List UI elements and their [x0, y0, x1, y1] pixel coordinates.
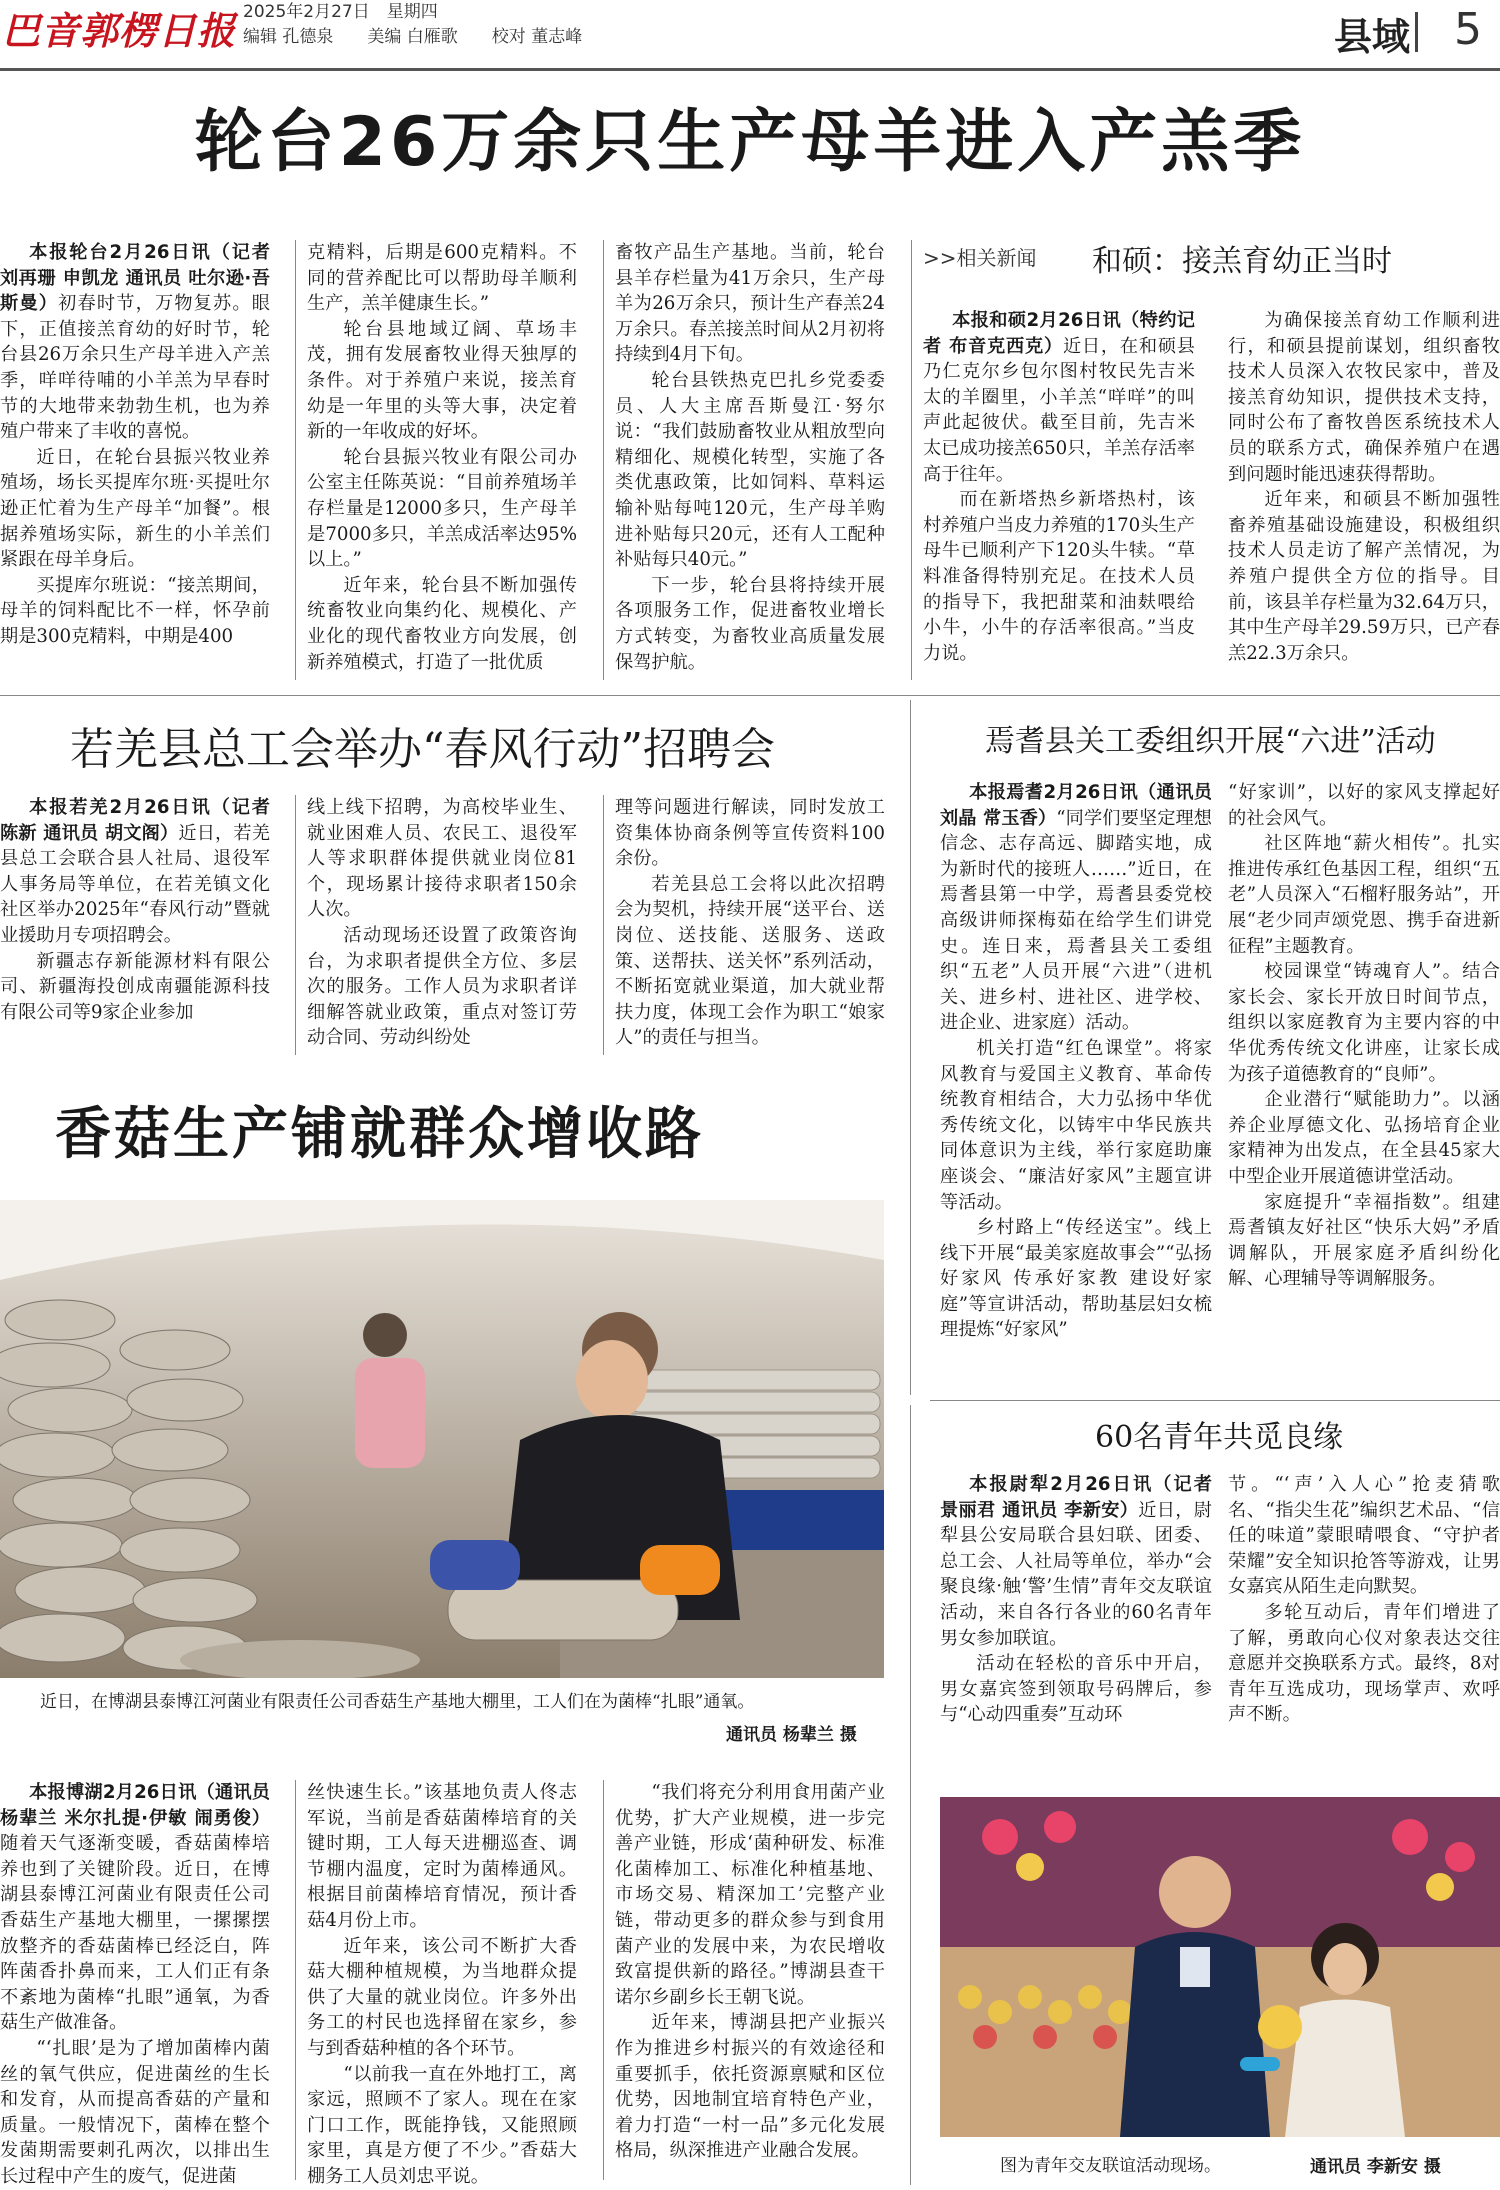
article2-text — [0, 795, 270, 949]
article5-col1-p1: 活动在轻松的音乐中开启，男女嘉宾签到领取号码牌后，参与“心动四重奏”互动环 — [940, 1653, 1212, 1726]
mushroom-greenhouse-photo — [0, 1200, 884, 1678]
related-col1-p1: 而在新塔热乡新塔热村，该村养殖户当皮力养殖的170头生产母牛已顺利产下120头牛犊。“草料准备得特别充足。在技术人员的指导下，我把甜菜和油麸喂给小牛，小牛的存活率很高。”当皮力说。 — [923, 489, 1195, 664]
article2-col3-p0: 理等问题进行解读，同时发放工资集体协商条例等宣传资料100余份。 — [615, 797, 885, 870]
article4-col2-p4: 家庭提升“幸福指数”。组建焉耆镇友好社区“快乐大妈”矛盾调解队，开展家庭矛盾纠纷化解、心理辅导等调解服务。 — [1228, 1191, 1500, 1290]
article4-col2-p0: “好家训”，以好的家风支撑起好的社会风气。 — [1228, 782, 1500, 829]
article5-col1 — [940, 1472, 1212, 1728]
article2-col2-p1: 活动现场还设置了政策咨询台，为求职者提供全方位、多层次的服务。工作人员为求职者详细解答就业政策，重点对签订劳动合同、劳动纠纷处 — [307, 924, 577, 1049]
article1-headline: 轮台26万余只生产母羊进入产羔季 — [194, 103, 1306, 182]
article1-col3-p1: 轮台县铁热克巴扎乡党委委员、人大主席吾斯曼江·努尔说：“我们鼓励畜牧业从粗放型向精细化、规模化转型，实施了各类优惠政策，比如饲料、草料运输补贴每吨120元，生产母羊购进补贴每只20元，还有人工配种补贴每只40元。” — [615, 369, 885, 571]
related-headline: 和硕：接羔育幼正当时 — [1092, 244, 1392, 279]
related-text — [923, 308, 1195, 487]
article1-col1-p1: 近日，在轮台县振兴牧业养殖场，场长买提库尔班·买提吐尔逊正忙着为生产母羊“加餐”。根据养殖场实际，新生的小羊羔们紧跟在母羊身后。 — [0, 446, 270, 571]
article2-col2 — [307, 795, 577, 1051]
article3-col3-p1: 近年来，博湖县把产业振兴作为推进乡村振兴的有效途径和重要抓手，依托资源禀赋和区位优势，因地制宜培育特色产业，着力打造“一村一品”多元化发展格局，纵深推进产业融合发展。 — [615, 2012, 885, 2162]
article5-photo-caption: 图为青年交友联谊活动现场。 — [1000, 2156, 1221, 2176]
article3-photo-caption: 近日，在博湖县泰博江河菌业有限责任公司香菇生产基地大棚里，工人们在为菌棒“扎眼”通氧。 — [40, 1692, 755, 1712]
article2-col1 — [0, 795, 270, 1025]
column-rule — [603, 1780, 604, 2180]
article3-text — [0, 1780, 270, 2036]
article2-lead: 本报若羌2月26日讯（记者 陈新 通讯员 胡文阁） — [0, 797, 270, 844]
related-lead: 本报和硕2月26日讯（特约记者 布音克西克） — [923, 310, 1195, 357]
article4-col1-p2: 乡村路上“传经送宝”。线上线下开展“最美家庭故事会”“弘扬好家风 传承好家教 建设好家庭”等宣讲活动，帮助基层妇女梳理提炼“好家风” — [940, 1217, 1212, 1341]
article3-col2-p2: “以前我一直在外地打工，离家远，照顾不了家人。现在在家门口工作，既能挣钱，又能照顾家里，真是方便了不少。”香菇大棚务工人员刘忠平说。 — [307, 2063, 577, 2187]
article1-col2-p2: 轮台县振兴牧业有限公司办公室主任陈英说：“目前养殖场羊存栏量是12000多只，生产母羊是7000多只，羊羔成活率达95%以上。” — [307, 446, 577, 571]
article1-col3-p2: 下一步，轮台县将持续开展各项服务工作，促进畜牧业增长方式转变，为畜牧业高质量发展保驾护航。 — [615, 574, 885, 673]
article3-photo-credit: 通讯员 杨辈兰 摄 — [726, 1725, 857, 1745]
column-rule — [295, 1780, 296, 2180]
column-rule — [603, 240, 604, 680]
related-col2-p1: 近年来，和硕县不断加强牲畜养殖基础设施建设，积极组织技术人员走访了解产羔情况，为养殖户提供全方位的指导。目前，该县羊存栏量为32.64万只，其中生产母羊29.59万只，已产春羔22.3万余只。 — [1228, 489, 1500, 664]
column-rule — [910, 700, 911, 1395]
article4-col2-p2: 校园课堂“铸魂育人”。结合家长会、家长开放日时间节点，组织以家庭教育为主要内容的中华优秀传统文化讲座，让家长成为孩子道德教育的“良师”。 — [1228, 961, 1500, 1085]
column-rule — [295, 240, 296, 680]
article2-col1-p0: 近日，若羌县总工会联合县人社局、退役军人事务局等单位，在若羌镇文化社区举办2025年“春风行动”暨就业援助月专项招聘会。 — [0, 822, 270, 946]
article3-col1-p0: 随着天气逐渐变暖，香菇菌棒培养也到了关键阶段。近日，在博湖县泰博江河菌业有限责任公司香菇生产基地大棚里，一摞摞摆放整齐的香菇菌棒已经泛白，阵阵菌香扑鼻而来，工人们正有条不紊地为菌棒“扎眼”通氧，为香菇生产做准备。 — [0, 1833, 270, 2034]
article4-col1-p0: “同学们要坚定理想信念、志存高远、脚踏实地，成为新时代的接班人……”近日，在焉耆县第一中学，焉耆县委党校高级讲师探梅茹在给学生们讲党史。连日来，焉耆县关工委组织“五老”人员开展“六进”（进机关、进乡村、进社区、进学校、进企业、进家庭）活动。 — [940, 807, 1212, 1034]
related-col1 — [923, 308, 1195, 666]
article1-col1 — [0, 240, 270, 650]
article1-lead: 本报轮台2月26日讯（记者 刘再珊 申凯龙 通讯员 吐尔逊·吾斯曼） — [0, 242, 270, 315]
column-rule — [603, 795, 604, 1055]
article3-col2-p1: 近年来，该公司不断扩大香菇大棚种植规模，为当地群众提供了大量的就业岗位。许多外出务工的村民也选择留在家乡，参与到香菇种植的各个环节。 — [307, 1935, 577, 2059]
article1-col1-p2: 买提库尔班说：“接羔期间，母羊的饲料配比不一样，怀孕前期是300克精料，中期是400 — [0, 574, 270, 647]
dateline — [243, 0, 582, 50]
section-rule — [0, 695, 1500, 696]
article2-col2-p0: 线上线下招聘，为高校毕业生、就业困难人员、农民工、退役军人等求职群体提供就业岗位81个，现场累计接待求职者150余人次。 — [307, 797, 577, 921]
article4-col1 — [940, 780, 1212, 1343]
photo-illustration — [0, 1200, 884, 1678]
article4-headline: 焉耆县关工委组织开展“六进”活动 — [985, 724, 1436, 759]
related-news-label: >>相关新闻 — [923, 246, 1037, 270]
article3-lead: 本报博湖2月26日讯（通讯员 杨辈兰 米尔扎提·伊敏 闹勇俊） — [0, 1782, 270, 1829]
article1-col1-p0: 初春时节，万物复苏。眼下，正值接羔育幼的好时节，轮台县26万余只生产母羊进入产羔季，咩咩待哺的小羊羔为早春时节的大地带来勃勃生机，也为养殖户带来了丰收的喜悦。 — [0, 293, 270, 443]
article5-col1-p0: 近日，尉犁县公安局联合县妇联、团委、总工会、人社局等单位，举办“会聚良缘·触‘警’生情”青年交友联谊活动，来自各行各业的60名青年男女参加联谊。 — [940, 1499, 1212, 1649]
article3-col2 — [307, 1780, 577, 2190]
article2-col3 — [615, 795, 885, 1051]
article4-lead: 本报焉耆2月26日讯（通讯员 刘晶 常玉香） — [940, 782, 1212, 829]
article2-headline: 若羌县总工会举办“春风行动”招聘会 — [70, 724, 775, 775]
article5-headline: 60名青年共觅良缘 — [1095, 1420, 1344, 1455]
article3-col1 — [0, 1780, 270, 2190]
article5-col2-p0: 节。“‘声’入人心”抢麦猜歌名、“指尖生花”编织艺术品、“信任的味道”蒙眼晴喂食、“守护者荣耀”安全知识抢答等游戏，让男女嘉宾从陌生走向默契。 — [1228, 1474, 1500, 1598]
section-rule — [930, 1400, 1500, 1401]
article5-text — [940, 1472, 1212, 1651]
section-name: 县域 — [1333, 15, 1410, 59]
article5-photo-credit: 通讯员 李新安 摄 — [1310, 2157, 1441, 2177]
article3-col1-p1: “‘扎眼’是为了增加菌棒内菌丝的氧气供应，促进菌丝的生长和发育，从而提高香菇的产量和质量。一般情况下，菌棒在整个发菌期需要刺孔两次，以排出生长过程中产生的废气，促进菌 — [0, 2037, 270, 2187]
section-divider — [1415, 12, 1418, 52]
article5-col2 — [1228, 1472, 1500, 1728]
article3-col3 — [615, 1780, 885, 2164]
issue-date: 2025年2月27日 星期四 — [243, 2, 438, 22]
matchmaking-event-photo — [940, 1797, 1500, 2137]
related-col2 — [1228, 308, 1500, 666]
article3-col2-p0: 丝快速生长。”该基地负责人佟志军说，当前是香菇菌棒培育的关键时期，工人每天进棚巡查、调节棚内温度，定时为菌棒通风。根据目前菌棒培育情况，预计香菇4月份上市。 — [307, 1782, 577, 1931]
article3-col3-p0: “我们将充分利用食用菌产业优势，扩大产业规模，进一步完善产业链，形成‘菌种研发、标准化菌棒加工、标准化种植基地、市场交易、精深加工’完整产业链，带动更多的群众参与到食用菌产业的发展中来，为农民增收致富提供新的路径。”博湖县查干诺尔乡副乡长王朝飞说。 — [615, 1782, 885, 2008]
page-number: 5 — [1454, 4, 1482, 55]
masthead-rule — [0, 68, 1500, 71]
newspaper-logo: 巴音郭楞日报 — [2, 8, 237, 53]
column-rule — [295, 795, 296, 1055]
article4-col1-p1: 机关打造“红色课堂”。将家风教育与爱国主义教育、革命传统教育相结合，大力弘扬中华优秀传统文化，以铸牢中华民族共同体意识为主线，举行家庭助廉座谈会、“廉洁好家风”主题宣讲等活动。 — [940, 1037, 1212, 1213]
article1-text — [0, 240, 270, 445]
article4-col2 — [1228, 780, 1500, 1292]
article2-col3-p1: 若羌县总工会将以此次招聘会为契机，持续开展“送平台、送岗位、送技能、送服务、送政策、送帮扶、送关怀”系列活动，不断拓宽就业渠道，加大就业帮扶力度，体现工会作为职工“娘家人”的责任与担当。 — [615, 873, 885, 1049]
masthead — [0, 0, 1500, 70]
article5-col2-p1: 多轮互动后，青年们增进了了解，勇敢向心仪对象表达交往意愿并交换联系方式。最终，8对青年互选成功，现场掌声、欢呼声不断。 — [1228, 1601, 1500, 1726]
article1-col2 — [307, 240, 577, 675]
staff-line: 编辑 孔德泉 美编 白雁歌 校对 董志峰 — [243, 27, 583, 47]
article2-col1-p1: 新疆志存新能源材料有限公司、新疆海投创成南疆能源科技有限公司等9家企业参加 — [0, 950, 270, 1023]
column-rule — [911, 240, 912, 680]
related-col2-p0: 为确保接羔育幼工作顺利进行，和硕县提前谋划，组织畜牧技术人员深入农牧民家中，普及接羔育幼知识，提供技术支持，同时公布了畜牧兽医系统技术人员的联系方式，确保养殖户在遇到问题时能迅速获得帮助。 — [1228, 310, 1500, 485]
article1-col3-p0: 畜牧产品生产基地。当前，轮台县羊存栏量为41万余只，生产母羊为26万余只，预计生产春羔24万余只。春羔接羔时间从2月初将持续到4月下旬。 — [615, 242, 885, 366]
article4-col2-p1: 社区阵地“薪火相传”。扎实推进传承红色基因工程，组织“五老”人员深入“石榴籽服务站”，开展“老少同声颂党恩、携手奋进新征程”主题教育。 — [1228, 833, 1500, 957]
article3-headline: 香菇生产铺就群众增收路 — [55, 1101, 704, 1167]
photo-illustration — [940, 1797, 1500, 2137]
article5-lead: 本报尉犁2月26日讯（记者 景丽君 通讯员 李新安） — [940, 1474, 1212, 1521]
article4-col2-p3: 企业潜行“赋能助力”。以涵养企业厚德文化、弘扬培育企业家精神为出发点，在全县45家大中型企业开展道德讲堂活动。 — [1228, 1089, 1500, 1187]
article1-col2-p0: 克精料，后期是600克精料。不同的营养配比可以帮助母羊顺利生产，羔羊健康生长。” — [307, 242, 577, 315]
article1-col2-p3: 近年来，轮台县不断加强传统畜牧业向集约化、规模化、产业化的现代畜牧业方向发展，创新养殖模式，打造了一批优质 — [307, 574, 577, 673]
column-rule — [910, 1405, 911, 2185]
article1-col2-p1: 轮台县地域辽阔、草场丰茂，拥有发展畜牧业得天独厚的条件。对于养殖户来说，接羔育幼是一年里的头等大事，决定着新的一年收成的好坏。 — [307, 318, 577, 443]
article4-text — [940, 780, 1212, 1036]
article1-col3 — [615, 240, 885, 675]
related-col1-p0: 近日，在和硕县乃仁克尔乡包尔图村牧民先吉米太的羊圈里，小羊羔“咩咩”的叫声此起彼伏。截至目前，先吉米太已成功接羔650只，羊羔存活率高于往年。 — [923, 335, 1195, 485]
